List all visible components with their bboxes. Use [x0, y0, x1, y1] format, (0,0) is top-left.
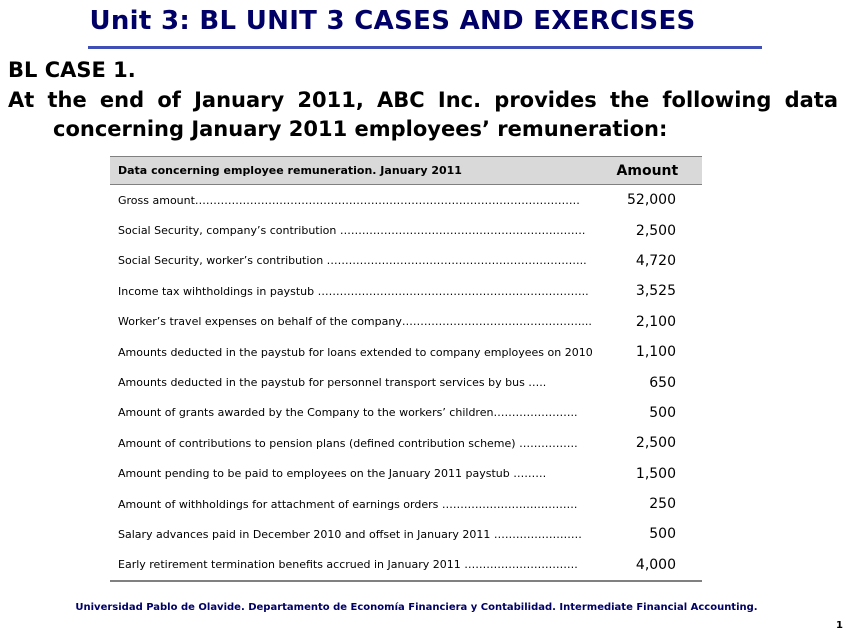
table-row	[110, 307, 702, 337]
row-amount: 2,100	[635, 313, 676, 330]
row-description: Amount of withholdings for attachment of earnings orders ……………………………….	[118, 497, 578, 511]
row-amount: 250	[649, 496, 676, 513]
table-row	[110, 246, 702, 276]
row-amount: 1,100	[635, 344, 676, 361]
intro-line-1: At the end of January 2011, ABC Inc. provides the following data	[8, 88, 838, 112]
row-description: Amount pending to be paid to employees on the January 2011 paystub ………	[118, 467, 547, 481]
row-amount: 650	[649, 374, 676, 391]
table-row	[110, 459, 702, 489]
table-row	[110, 519, 702, 549]
row-description: Amounts deducted in the paystub for loans extended to company employees on 2010	[118, 345, 593, 359]
table-row	[110, 428, 702, 458]
row-description: Gross amount……………………………………………………………………………………………	[118, 193, 580, 207]
slide-title: Unit 3: BL UNIT 3 CASES AND EXERCISES	[89, 6, 696, 36]
intro-line-2: concerning January 2011 employees’ remuneration:	[53, 117, 668, 141]
table-row	[110, 337, 702, 367]
title-underline	[88, 46, 762, 49]
row-amount: 4,720	[635, 252, 676, 269]
table-row	[110, 215, 702, 245]
row-description: Early retirement termination benefits accrued in January 2011 ………………………….	[110, 550, 593, 581]
row-amount: 52,000	[627, 192, 676, 209]
row-amount: 4,000	[593, 550, 702, 581]
table-row	[110, 367, 702, 397]
case-heading: BL CASE 1.	[8, 58, 136, 82]
row-amount: 500	[649, 404, 676, 421]
row-description: Social Security, company’s contribution ………………………………………………………….	[118, 224, 586, 238]
row-description: Income tax wihtholdings in paystub ………………………………………………………………..	[118, 284, 589, 298]
table-row	[110, 398, 702, 428]
row-amount: 3,525	[635, 283, 676, 300]
table-header-row	[110, 157, 702, 185]
row-description: Amount of contributions to pension plans (defined contribution scheme) …………….	[118, 436, 578, 450]
page-number: 1	[836, 620, 843, 631]
row-amount: 2,500	[635, 435, 676, 452]
table-row	[110, 276, 702, 306]
table-row	[110, 185, 702, 216]
slide-footer: Universidad Pablo de Olavide. Departamento de Economía Financiera y Contabilidad. Intermediate Financial Accounting.	[75, 602, 758, 613]
row-description: Worker’s travel expenses on behalf of the company…………………………………………....	[118, 315, 592, 329]
row-amount: 1,500	[635, 465, 676, 482]
row-description: Social Security, worker’s contribution ……………………………………………………………..	[118, 254, 587, 268]
case-intro	[8, 86, 838, 144]
table-row	[110, 489, 702, 519]
table-row	[110, 550, 702, 581]
row-amount: 2,500	[635, 222, 676, 239]
remuneration-table	[110, 156, 702, 582]
header-amount: Amount	[593, 157, 702, 185]
row-description: Amounts deducted in the paystub for personnel transport services by bus …..	[118, 376, 547, 390]
row-amount: 500	[649, 526, 676, 543]
row-description: Salary advances paid in December 2010 and offset in January 2011 ……………………	[118, 527, 582, 541]
header-description: Data concerning employee remuneration. January 2011	[110, 157, 593, 185]
row-description: Amount of grants awarded by the Company to the workers’ children…………………..	[118, 406, 578, 420]
